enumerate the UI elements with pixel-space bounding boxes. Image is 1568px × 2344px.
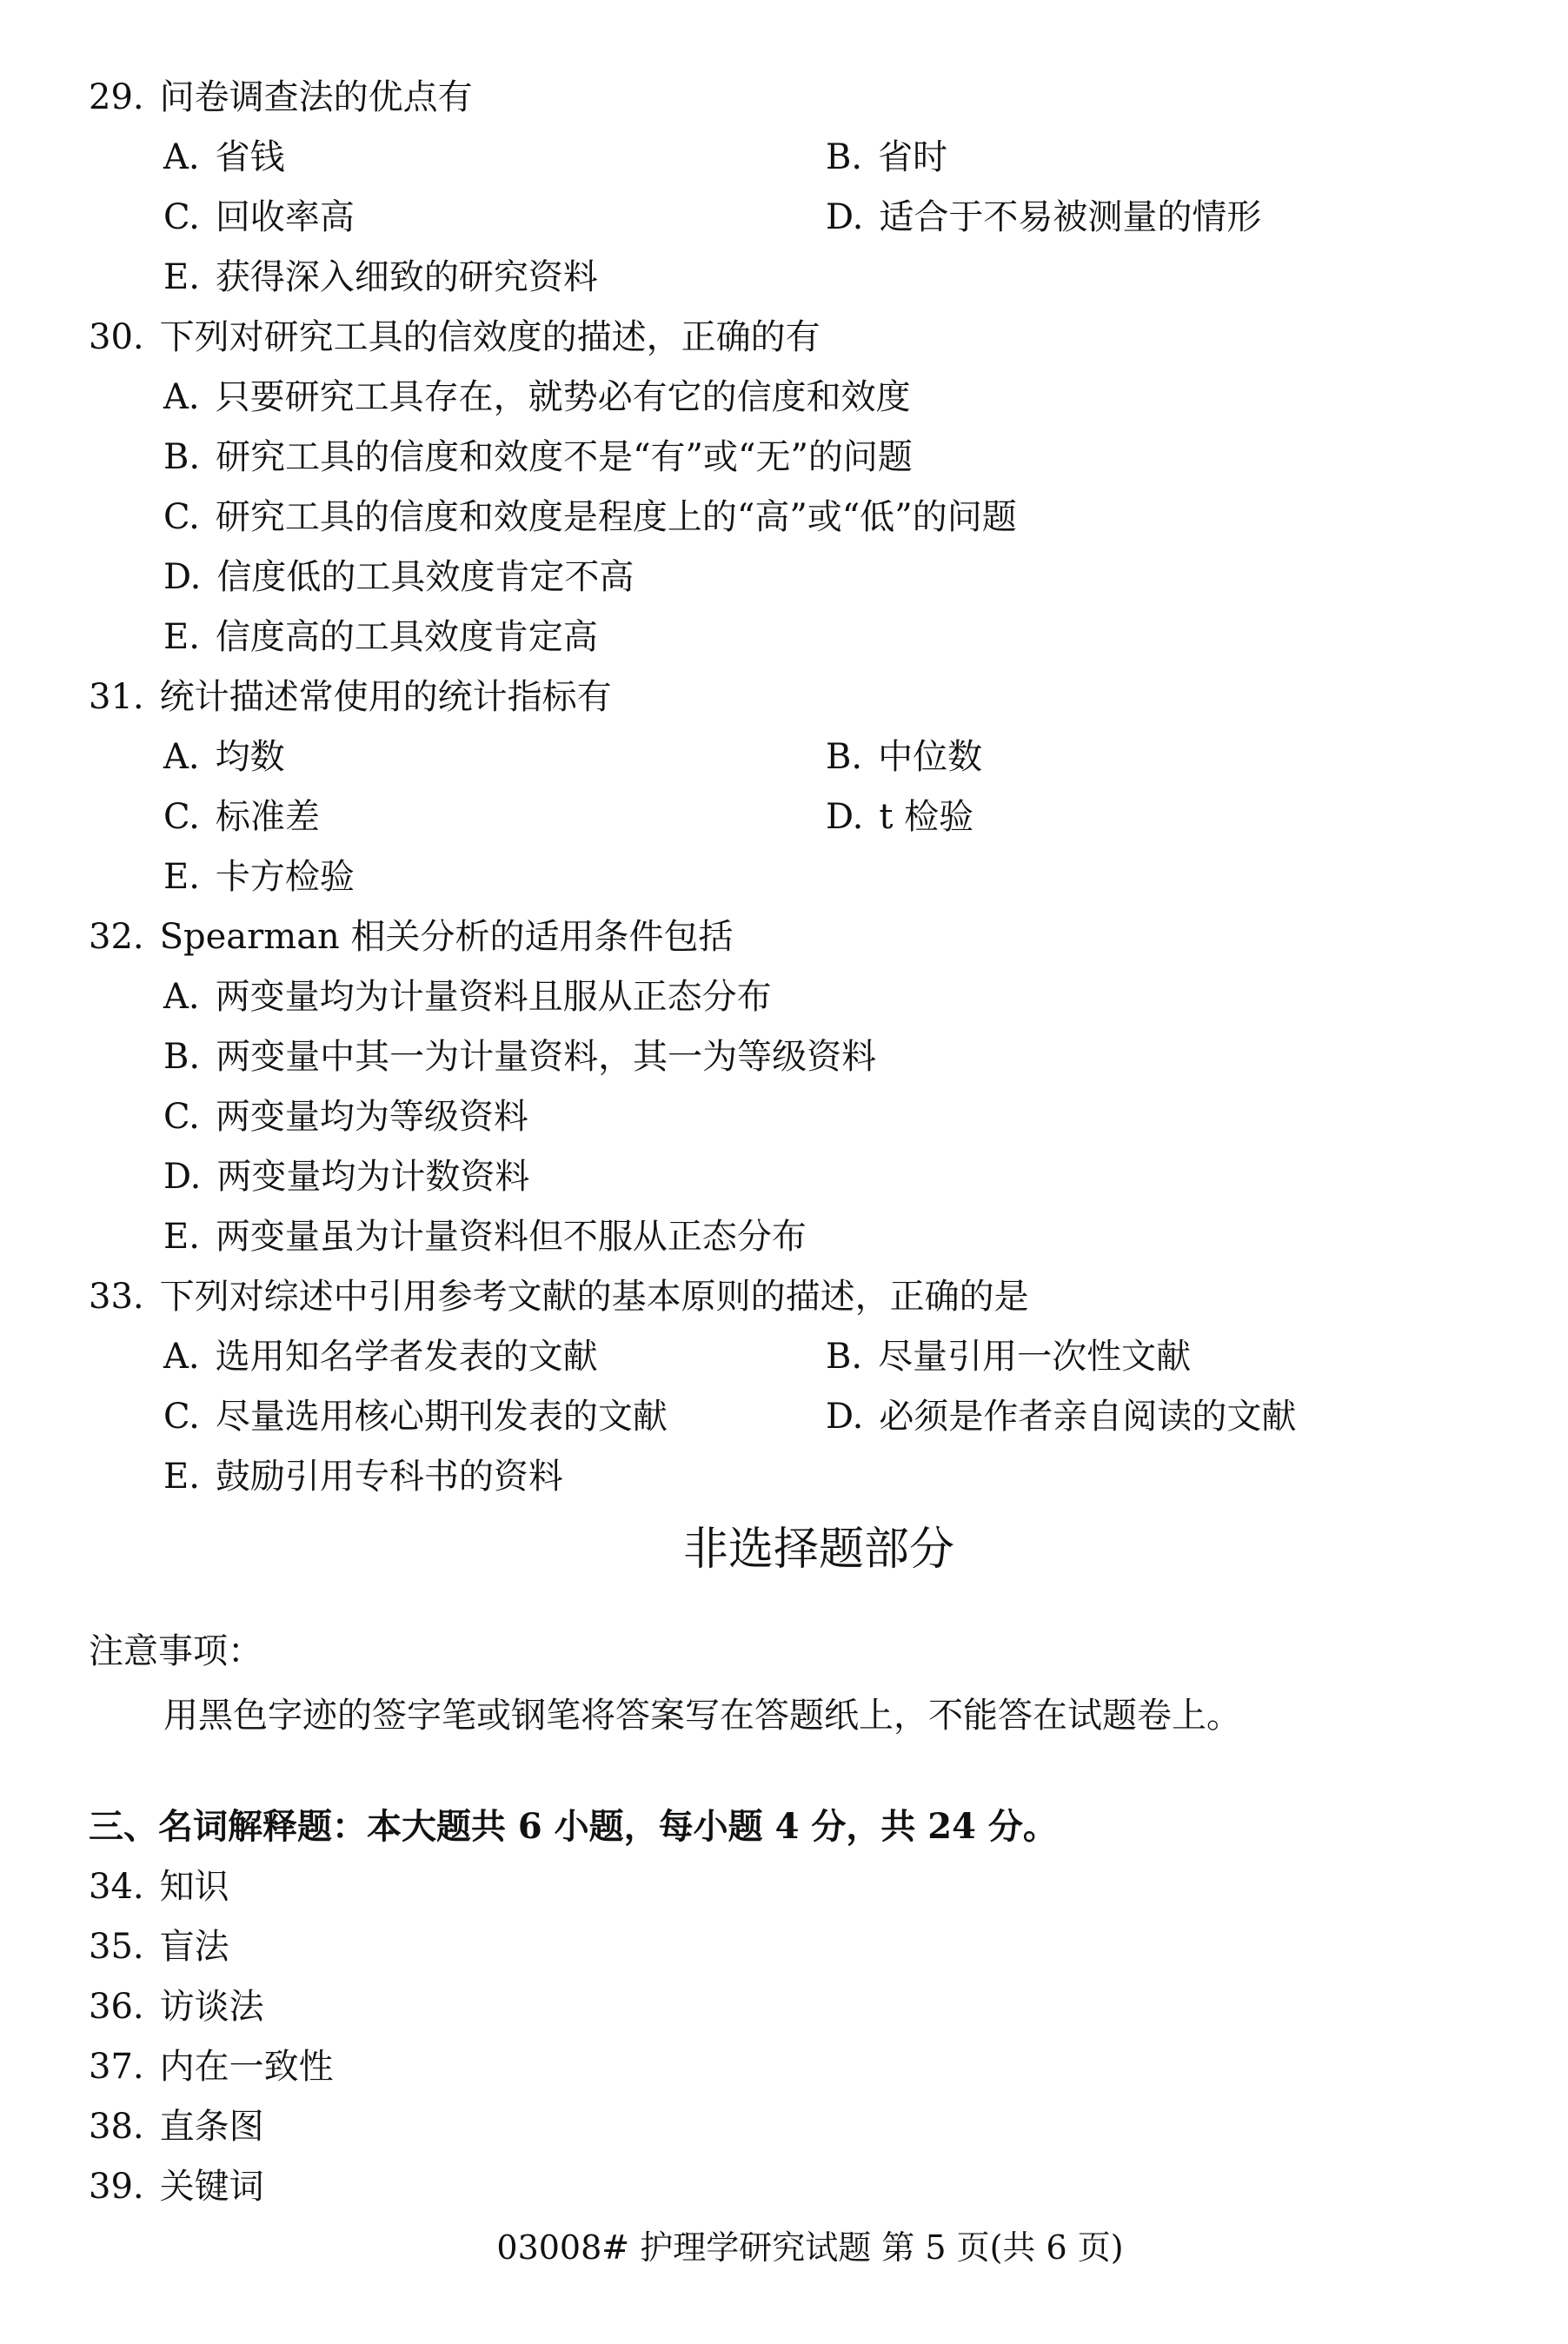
option-label: B. [163, 1037, 201, 1077]
option-label: E. [163, 257, 200, 297]
q29-option-d [826, 195, 1261, 240]
q29-option-e [163, 255, 598, 300]
q32-option-e [163, 1214, 807, 1259]
option-text: 省时 [878, 137, 948, 177]
question-number: 36. [89, 1987, 144, 2027]
q30-option-d [163, 554, 634, 600]
question-number: 33. [89, 1277, 144, 1317]
option-text: 必须是作者亲自阅读的文献 [879, 1397, 1297, 1437]
question-text: 下列对综述中引用参考文献的基本原则的描述，正确的是 [159, 1277, 1029, 1317]
term-text: 访谈法 [159, 1987, 264, 2027]
question-number: 32. [89, 917, 144, 957]
q32-option-a [163, 974, 772, 1019]
q31-option-e [163, 854, 355, 900]
option-text: 两变量中其一为计量资料，其一为等级资料 [216, 1037, 877, 1077]
question-number: 39. [89, 2167, 144, 2207]
option-text: 选用知名学者发表的文献 [215, 1337, 598, 1377]
option-label: B. [826, 137, 863, 177]
question-number: 35. [89, 1927, 144, 1967]
section-title: 非选择题部分 [682, 1524, 954, 1576]
option-label: C. [163, 497, 200, 537]
option-label: D. [826, 797, 864, 837]
option-text: 两变量均为计数资料 [216, 1157, 530, 1197]
option-label: A. [163, 1337, 200, 1377]
option-text: 信度高的工具效度肯定高 [215, 617, 598, 657]
option-text: 研究工具的信度和效度不是“有”或“无”的问题 [216, 437, 913, 477]
q33-option-e [163, 1454, 563, 1499]
option-label: E. [163, 617, 200, 657]
option-label: C. [163, 1397, 200, 1437]
option-text: 标准差 [215, 797, 320, 837]
option-text: 尽量选用核心期刊发表的文献 [215, 1397, 668, 1437]
option-label: A. [163, 737, 200, 777]
option-label: D. [163, 1157, 202, 1197]
option-text: 获得深入细致的研究资料 [215, 257, 598, 297]
question-number: 30. [89, 317, 144, 357]
term-item [89, 2104, 264, 2149]
term-item [89, 1984, 264, 2029]
option-text: 卡方检验 [215, 857, 355, 897]
option-text: 尽量引用一次性文献 [878, 1337, 1192, 1377]
term-item [89, 2164, 264, 2209]
q31-option-d [826, 794, 973, 840]
option-text: 两变量均为等级资料 [215, 1097, 528, 1137]
question-number: 31. [89, 677, 144, 717]
term-text: 关键词 [159, 2167, 264, 2207]
question-number: 37. [89, 2047, 144, 2087]
question-number: 34. [89, 1867, 144, 1907]
option-text: 研究工具的信度和效度是程度上的“高”或“低”的问题 [215, 497, 1017, 537]
term-text: 直条图 [159, 2107, 264, 2147]
term-text: 盲法 [159, 1927, 229, 1967]
option-label: B. [826, 1337, 863, 1377]
q30-option-c [163, 495, 1017, 540]
question-text: Spearman 相关分析的适用条件包括 [159, 917, 734, 957]
option-label: C. [163, 197, 200, 237]
q33-option-d [826, 1394, 1296, 1439]
option-label: D. [826, 197, 864, 237]
option-label: B. [826, 737, 863, 777]
option-text: 鼓励引用专科书的资料 [215, 1457, 563, 1497]
notice-body: 用黑色字迹的签字笔或钢笔将答案写在答题纸上，不能答在试题卷上。 [163, 1696, 1241, 1736]
option-label: E. [163, 1217, 200, 1257]
option-text: t 检验 [879, 797, 974, 837]
question-31-stem [89, 674, 612, 720]
page-footer: 03008# 护理学研究试题 第 5 页(共 6 页) [496, 2228, 1124, 2267]
term-text: 内在一致性 [159, 2047, 334, 2087]
option-label: D. [826, 1397, 864, 1437]
option-text: 两变量均为计量资料且服从正态分布 [215, 977, 772, 1017]
question-number: 38. [89, 2107, 144, 2147]
q30-option-a [163, 375, 911, 420]
term-text: 知识 [159, 1867, 229, 1907]
q33-option-c [163, 1394, 668, 1439]
q29-option-a [163, 135, 285, 180]
question-text: 下列对研究工具的信效度的描述，正确的有 [159, 317, 821, 357]
question-29-stem [89, 75, 473, 120]
question-30-stem [89, 315, 821, 360]
q31-option-b [826, 734, 982, 780]
option-text: 中位数 [878, 737, 983, 777]
option-label: B. [163, 437, 201, 477]
option-label: E. [163, 857, 200, 897]
option-text: 回收率高 [215, 197, 355, 237]
option-label: C. [163, 797, 200, 837]
option-label: A. [163, 377, 200, 417]
question-33-stem [89, 1274, 1029, 1319]
q32-option-b [163, 1034, 876, 1079]
option-text: 只要研究工具存在，就势必有它的信度和效度 [215, 377, 911, 417]
q30-option-e [163, 614, 598, 660]
option-label: A. [163, 137, 200, 177]
question-32-stem [89, 914, 734, 960]
option-label: E. [163, 1457, 200, 1497]
question-text: 统计描述常使用的统计指标有 [159, 677, 612, 717]
option-text: 适合于不易被测量的情形 [879, 197, 1262, 237]
q29-option-b [826, 135, 947, 180]
question-number: 29. [89, 77, 144, 117]
option-text: 省钱 [215, 137, 285, 177]
option-label: D. [163, 557, 202, 597]
option-label: A. [163, 977, 200, 1017]
option-text: 均数 [215, 737, 285, 777]
option-label: C. [163, 1097, 200, 1137]
option-text: 两变量虽为计量资料但不服从正态分布 [215, 1217, 807, 1257]
notice-heading: 注意事项： [89, 1631, 262, 1671]
q30-option-b [163, 435, 913, 480]
term-item [89, 1924, 229, 1969]
option-text: 信度低的工具效度肯定不高 [216, 557, 635, 597]
term-item [89, 1864, 229, 1909]
q31-option-a [163, 734, 285, 780]
part3-heading: 三、名词解释题：本大题共 6 小题，每小题 4 分，共 24 分。 [89, 1806, 1058, 1847]
q32-option-c [163, 1094, 528, 1139]
q31-option-c [163, 794, 320, 840]
q29-option-c [163, 195, 355, 240]
q33-option-a [163, 1334, 598, 1379]
q33-option-b [826, 1334, 1191, 1379]
q32-option-d [163, 1154, 529, 1199]
term-item [89, 2044, 334, 2089]
question-text: 问卷调查法的优点有 [159, 77, 473, 117]
